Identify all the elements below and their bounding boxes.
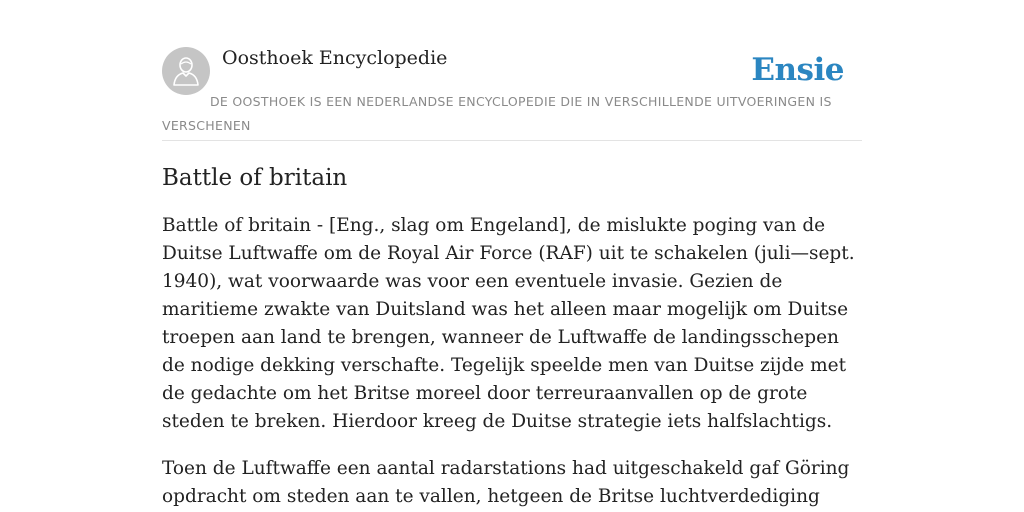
site-name[interactable]: Oosthoek Encyclopedie xyxy=(222,47,448,69)
brand-logo[interactable]: Ensie xyxy=(751,52,844,88)
avatar[interactable] xyxy=(162,47,210,95)
article-paragraph-1: Battle of britain - [Eng., slag om Engeland], de mislukte poging van de Duitse Luftwaffe om de Royal Air Force (RAF) uit te schakelen (juli—sept. 1940), wat voorwaarde was voor een eventuele invasie. Gezien de maritieme zwakte van Duitsland was het alleen maar mogelijk om Duitse troepen aan land te brengen, wanneer de Luftwaffe de landingsschepen de nodige dekking verschafte. Tegelijk speelde men van Duitse zijde met de gedachte om het Britse moreel door terreuraanvallen op de grote steden te breken. Hierdoor kreeg de Duitse strategie iets halfslachtigs. xyxy=(162,215,855,432)
user-icon xyxy=(172,56,200,86)
article-paragraph-2: Toen de Luftwaffe een aantal radarstations had uitgeschakeld gaf Göring opdracht om steden aan te vallen, hetgeen de Britse luchtverdediging xyxy=(162,458,850,507)
tagline: DE OOSTHOEK IS EEN NEDERLANDSE ENCYCLOPEDIE DIE IN VERSCHILLENDE UITVOERINGEN IS VERSCHENEN xyxy=(162,94,832,133)
site-header xyxy=(162,46,862,141)
article-title: Battle of britain xyxy=(162,165,348,191)
article xyxy=(162,162,864,512)
